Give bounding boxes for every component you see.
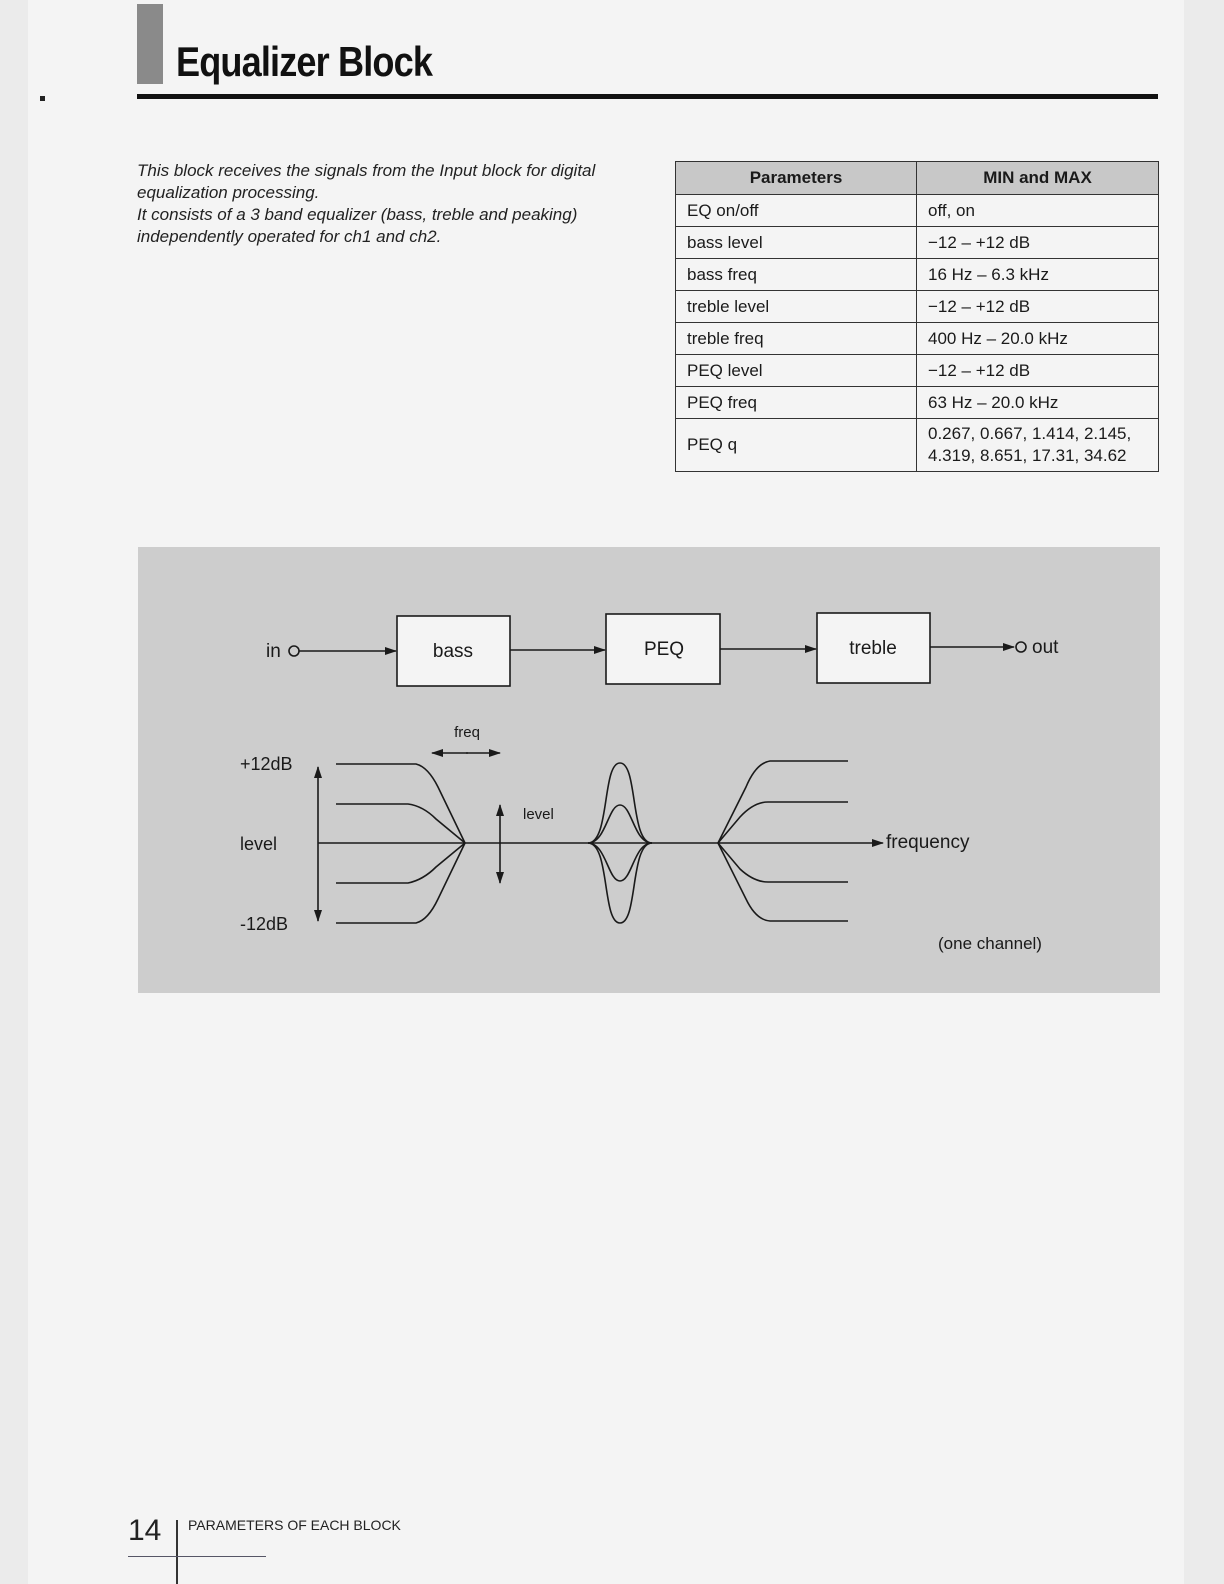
treble-curve-plus6 <box>718 802 848 843</box>
minus-12db-label: -12dB <box>240 914 289 934</box>
param-name: treble freq <box>676 323 917 355</box>
table-row <box>676 419 1159 472</box>
param-range: off, on <box>917 195 1159 227</box>
bass-curve-plus6 <box>336 804 465 843</box>
table-row <box>676 259 1159 291</box>
intro-paragraph-1: This block receives the signals from the Input block for digital equalization processing. <box>137 161 596 202</box>
param-name: EQ on/off <box>676 195 917 227</box>
param-name: PEQ level <box>676 355 917 387</box>
footer-divider <box>176 1520 178 1584</box>
diagram-svg <box>138 547 1160 993</box>
level-small-label: level <box>523 806 554 823</box>
equalizer-diagram <box>138 547 1160 993</box>
table-row <box>676 387 1159 419</box>
treble-curve-minus6 <box>718 843 848 882</box>
output-terminal <box>1016 642 1026 652</box>
table-row <box>676 227 1159 259</box>
peq-block-label: PEQ <box>643 639 685 660</box>
treble-block-label: treble <box>849 638 897 659</box>
level-axis-label: level <box>240 834 278 854</box>
channel-note: (one channel) <box>938 934 1042 953</box>
peq-bell-wide-down <box>588 843 652 923</box>
page-number: 14 <box>128 1514 162 1547</box>
param-range: 63 Hz – 20.0 kHz <box>917 387 1159 419</box>
freq-label: freq <box>454 724 480 741</box>
peq-bell-narrow-down <box>588 843 652 881</box>
param-name: bass level <box>676 227 917 259</box>
table-row <box>676 355 1159 387</box>
peq-bell-narrow-up <box>588 805 652 843</box>
parameters-table <box>675 161 1159 472</box>
param-name: PEQ freq <box>676 387 917 419</box>
bass-block-label: bass <box>432 641 474 662</box>
footer-underline <box>128 1556 266 1557</box>
intro-paragraph-2: It consists of a 3 band equalizer (bass, treble and peaking) independently operated for ch1 and ch2. <box>137 205 578 246</box>
param-range: 0.267, 0.667, 1.414, 2.145, 4.319, 8.651, 17.31, 34.62 <box>917 419 1159 472</box>
param-name: PEQ q <box>676 419 917 472</box>
param-range: −12 – +12 dB <box>917 227 1159 259</box>
param-range: 16 Hz – 6.3 kHz <box>917 259 1159 291</box>
param-range: 400 Hz – 20.0 kHz <box>917 323 1159 355</box>
title-accent-bar <box>137 4 163 84</box>
header-parameters: Parameters <box>676 162 917 195</box>
margin-mark <box>40 96 45 101</box>
param-range: −12 – +12 dB <box>917 355 1159 387</box>
input-label: in <box>266 641 281 662</box>
table-header-row <box>676 162 1159 195</box>
table-row <box>676 291 1159 323</box>
title-rule <box>137 94 1158 99</box>
output-label: out <box>1032 637 1059 658</box>
param-name: treble level <box>676 291 917 323</box>
footer-section-label: PARAMETERS OF EACH BLOCK <box>188 1517 401 1533</box>
input-terminal <box>289 646 299 656</box>
table-row <box>676 195 1159 227</box>
param-name: bass freq <box>676 259 917 291</box>
param-range: −12 – +12 dB <box>917 291 1159 323</box>
treble-shelf-curves <box>718 761 848 921</box>
frequency-label: frequency <box>886 832 970 853</box>
bass-curve-minus6 <box>336 843 465 883</box>
table-row <box>676 323 1159 355</box>
plus-12db-label: +12dB <box>240 754 293 774</box>
header-min-max: MIN and MAX <box>917 162 1159 195</box>
intro-text <box>137 160 657 248</box>
peq-bell-wide-up <box>588 763 652 843</box>
page-title: Equalizer Block <box>176 38 433 85</box>
